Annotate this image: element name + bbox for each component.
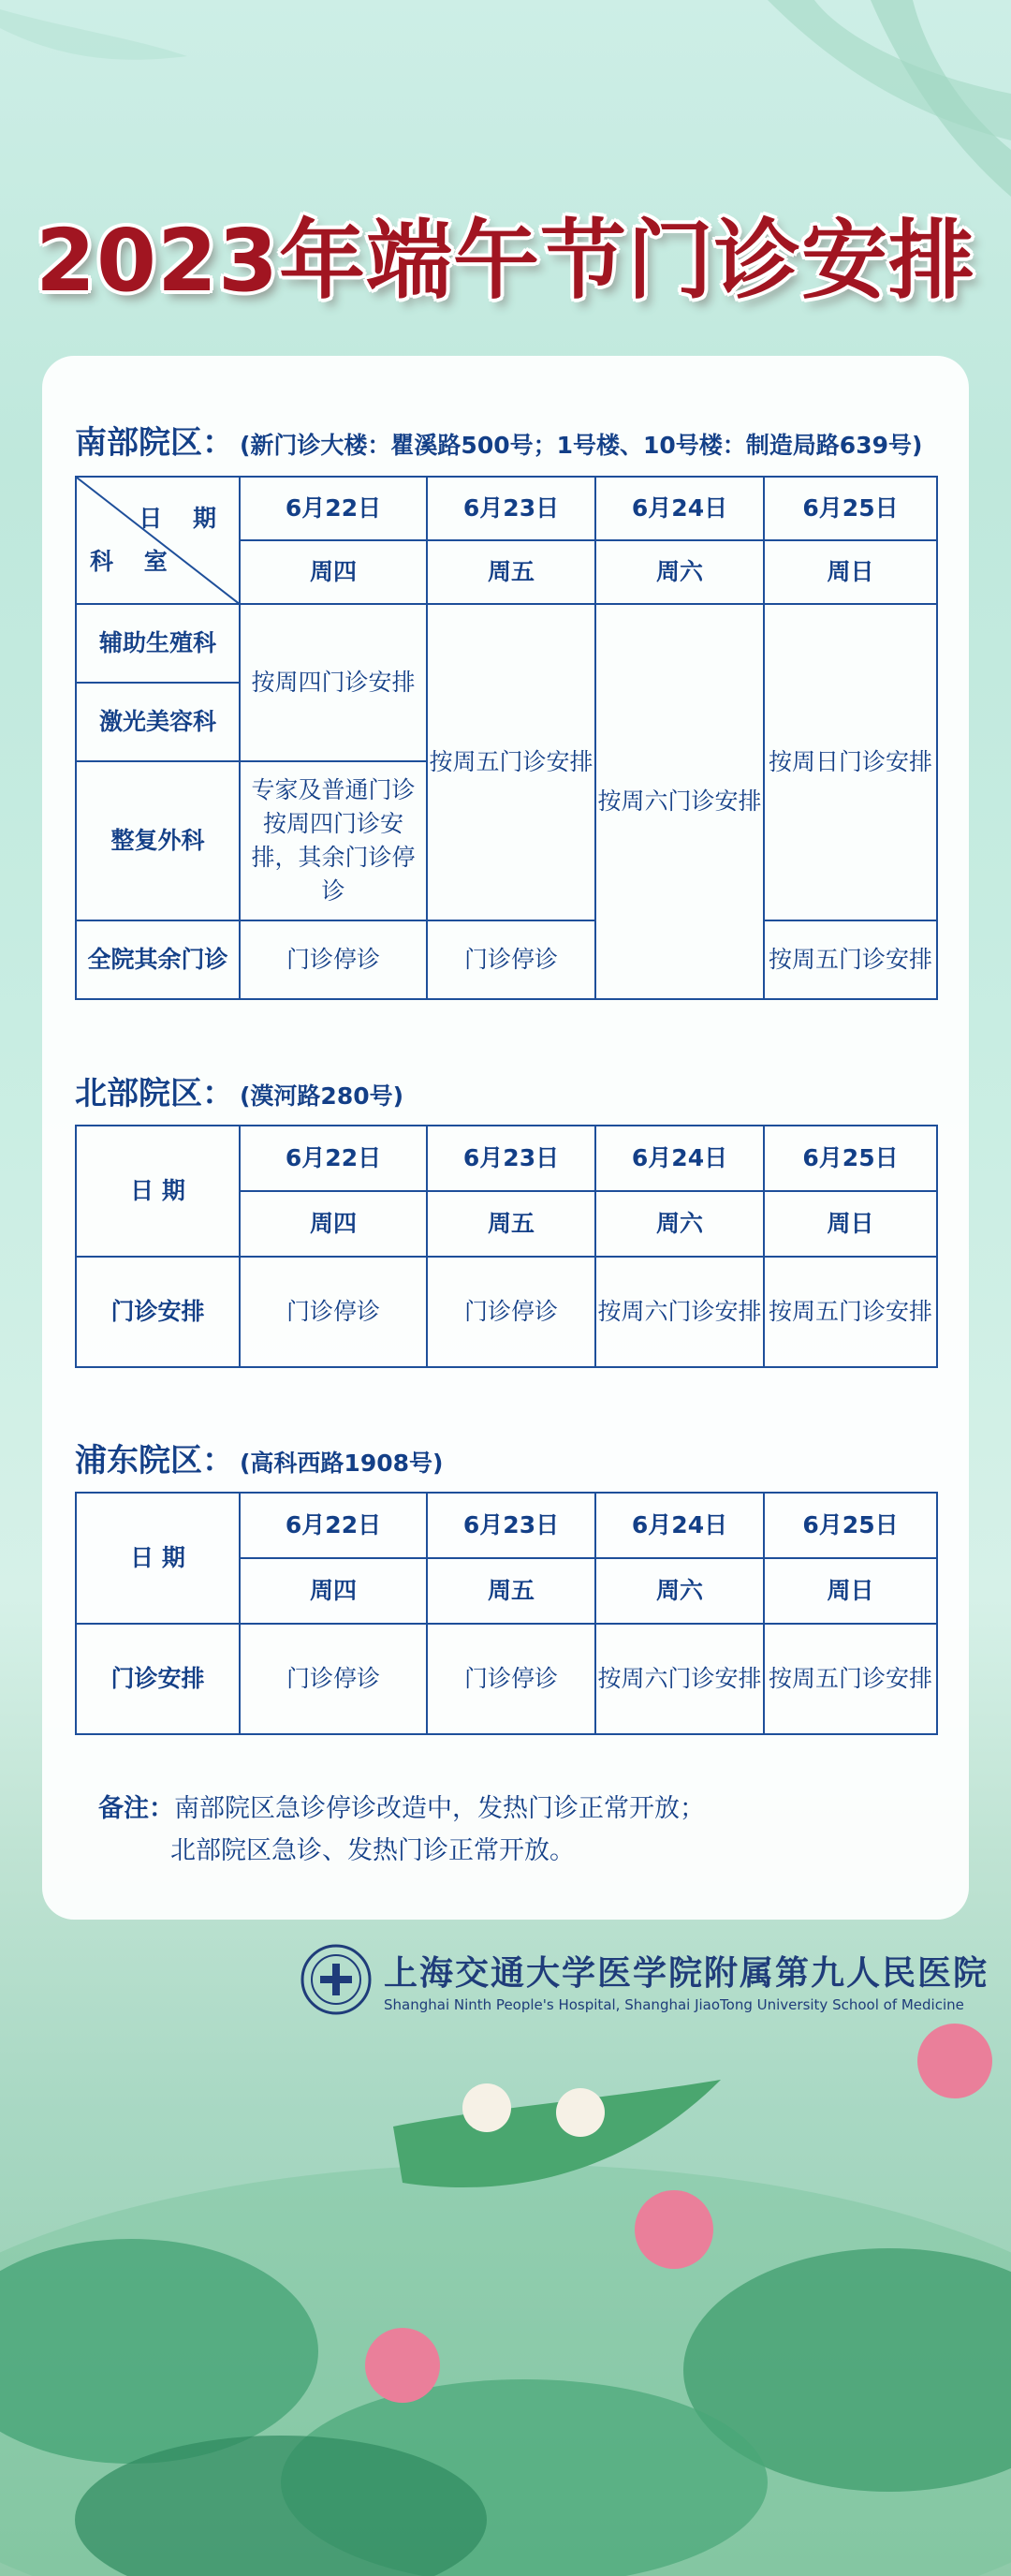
date-label-cell: 日 期 [76, 1493, 240, 1624]
page-title: 2023年端午节门诊安排 [35, 211, 976, 311]
schedule-value-cell: 门诊停诊 [240, 1624, 427, 1734]
north-campus-name: 北部院区： [75, 1075, 234, 1112]
date-cell: 6月24日 [595, 1493, 764, 1558]
schedule-value-cell: 按周六门诊安排 [595, 1624, 764, 1734]
dept-other-clinics: 全院其余门诊 [76, 920, 240, 999]
schedule-value-cell: 按周六门诊安排 [595, 1257, 764, 1367]
weekday-cell: 周日 [764, 540, 937, 604]
weekday-cell: 周四 [240, 540, 427, 604]
remarks-line-1 [98, 1788, 705, 1831]
remarks-line-2 [98, 1831, 705, 1873]
schedule-value-cell: 门诊停诊 [427, 1257, 595, 1367]
schedule-row-label: 门诊安排 [76, 1257, 240, 1367]
weekday-cell: 周日 [764, 1191, 937, 1257]
schedule-row-label: 门诊安排 [76, 1624, 240, 1734]
date-axis-label: 日 期 [139, 505, 227, 532]
dept-reproductive: 辅助生殖科 [76, 604, 240, 683]
date-cell: 6月25日 [764, 1126, 937, 1191]
date-cell: 6月22日 [240, 477, 427, 540]
pudong-campus-address: (高科西路1908号) [240, 1450, 444, 1477]
south-campus-name: 南部院区： [75, 424, 234, 462]
fri-other-cell: 门诊停诊 [427, 920, 595, 999]
hospital-emblem-icon [300, 1943, 373, 2016]
pudong-campus-heading [75, 1435, 936, 1480]
date-cell: 6月22日 [240, 1126, 427, 1191]
pudong-campus-name: 浦东院区： [75, 1442, 234, 1479]
date-cell: 6月25日 [764, 1493, 937, 1558]
pudong-campus-section [75, 1435, 936, 1735]
schedule-value-cell: 门诊停诊 [427, 1624, 595, 1734]
south-campus-address: (新门诊大楼：瞿溪路500号；1号楼、10号楼：制造局路639号) [240, 432, 923, 459]
hospital-logo [300, 1943, 989, 2016]
thu-reproductive-laser-cell: 按周四门诊安排 [240, 604, 427, 761]
dept-laser-cosmetic: 激光美容科 [76, 683, 240, 761]
sat-all-cell: 按周六门诊安排 [595, 604, 764, 999]
date-cell: 6月24日 [595, 477, 764, 540]
weekday-cell: 周五 [427, 1191, 595, 1257]
north-campus-address: (漠河路280号) [240, 1082, 404, 1110]
date-label-cell: 日 期 [76, 1126, 240, 1257]
north-campus-heading [75, 1067, 936, 1113]
remarks-text-1: 南部院区急诊停诊改造中，发热门诊正常开放； [174, 1794, 705, 1823]
schedule-value-cell: 按周五门诊安排 [764, 1624, 937, 1734]
weekday-cell: 周六 [595, 1191, 764, 1257]
dept-plastic-surgery: 整复外科 [76, 761, 240, 920]
date-cell: 6月22日 [240, 1493, 427, 1558]
lotus-pond-decoration [0, 1921, 1011, 2576]
weekday-cell: 周四 [240, 1191, 427, 1257]
header-diagonal-cell [76, 477, 240, 604]
hospital-name-en: Shanghai Ninth People's Hospital, Shanghai JiaoTong University School of Medicine [384, 1995, 964, 2013]
pudong-campus-table [75, 1492, 938, 1735]
schedule-value-cell: 按周五门诊安排 [764, 1257, 937, 1367]
south-campus-table [75, 476, 938, 1000]
thu-plastic-cell: 专家及普通门诊按周四门诊安排，其余门诊停诊 [240, 761, 427, 920]
north-campus-section [75, 1067, 936, 1368]
diagonal-line [77, 478, 241, 605]
weekday-cell: 周六 [595, 1558, 764, 1624]
hospital-name-block [384, 1947, 989, 2013]
date-cell: 6月23日 [427, 1126, 595, 1191]
sun-other-cell: 按周五门诊安排 [764, 920, 937, 999]
weekday-cell: 周五 [427, 1558, 595, 1624]
weekday-cell: 周日 [764, 1558, 937, 1624]
fri-main-cell: 按周五门诊安排 [427, 604, 595, 920]
south-campus-heading [75, 417, 936, 463]
south-campus-section [75, 417, 936, 1000]
dept-axis-label: 科 室 [90, 547, 179, 575]
sun-main-cell: 按周日门诊安排 [764, 604, 937, 920]
remarks-label: 备注： [98, 1794, 174, 1823]
weekday-cell: 周六 [595, 540, 764, 604]
date-cell: 6月23日 [427, 1493, 595, 1558]
hospital-name-cn: 上海交通大学医学院附属第九人民医院 [384, 1952, 989, 1993]
remarks-text-2: 北部院区急诊、发热门诊正常开放。 [170, 1835, 575, 1865]
schedule-value-cell: 门诊停诊 [240, 1257, 427, 1367]
north-campus-table [75, 1125, 938, 1368]
remarks [98, 1788, 705, 1872]
weekday-cell: 周四 [240, 1558, 427, 1624]
thu-other-cell: 门诊停诊 [240, 920, 427, 999]
date-cell: 6月24日 [595, 1126, 764, 1191]
date-cell: 6月25日 [764, 477, 937, 540]
weekday-cell: 周五 [427, 540, 595, 604]
date-cell: 6月23日 [427, 477, 595, 540]
